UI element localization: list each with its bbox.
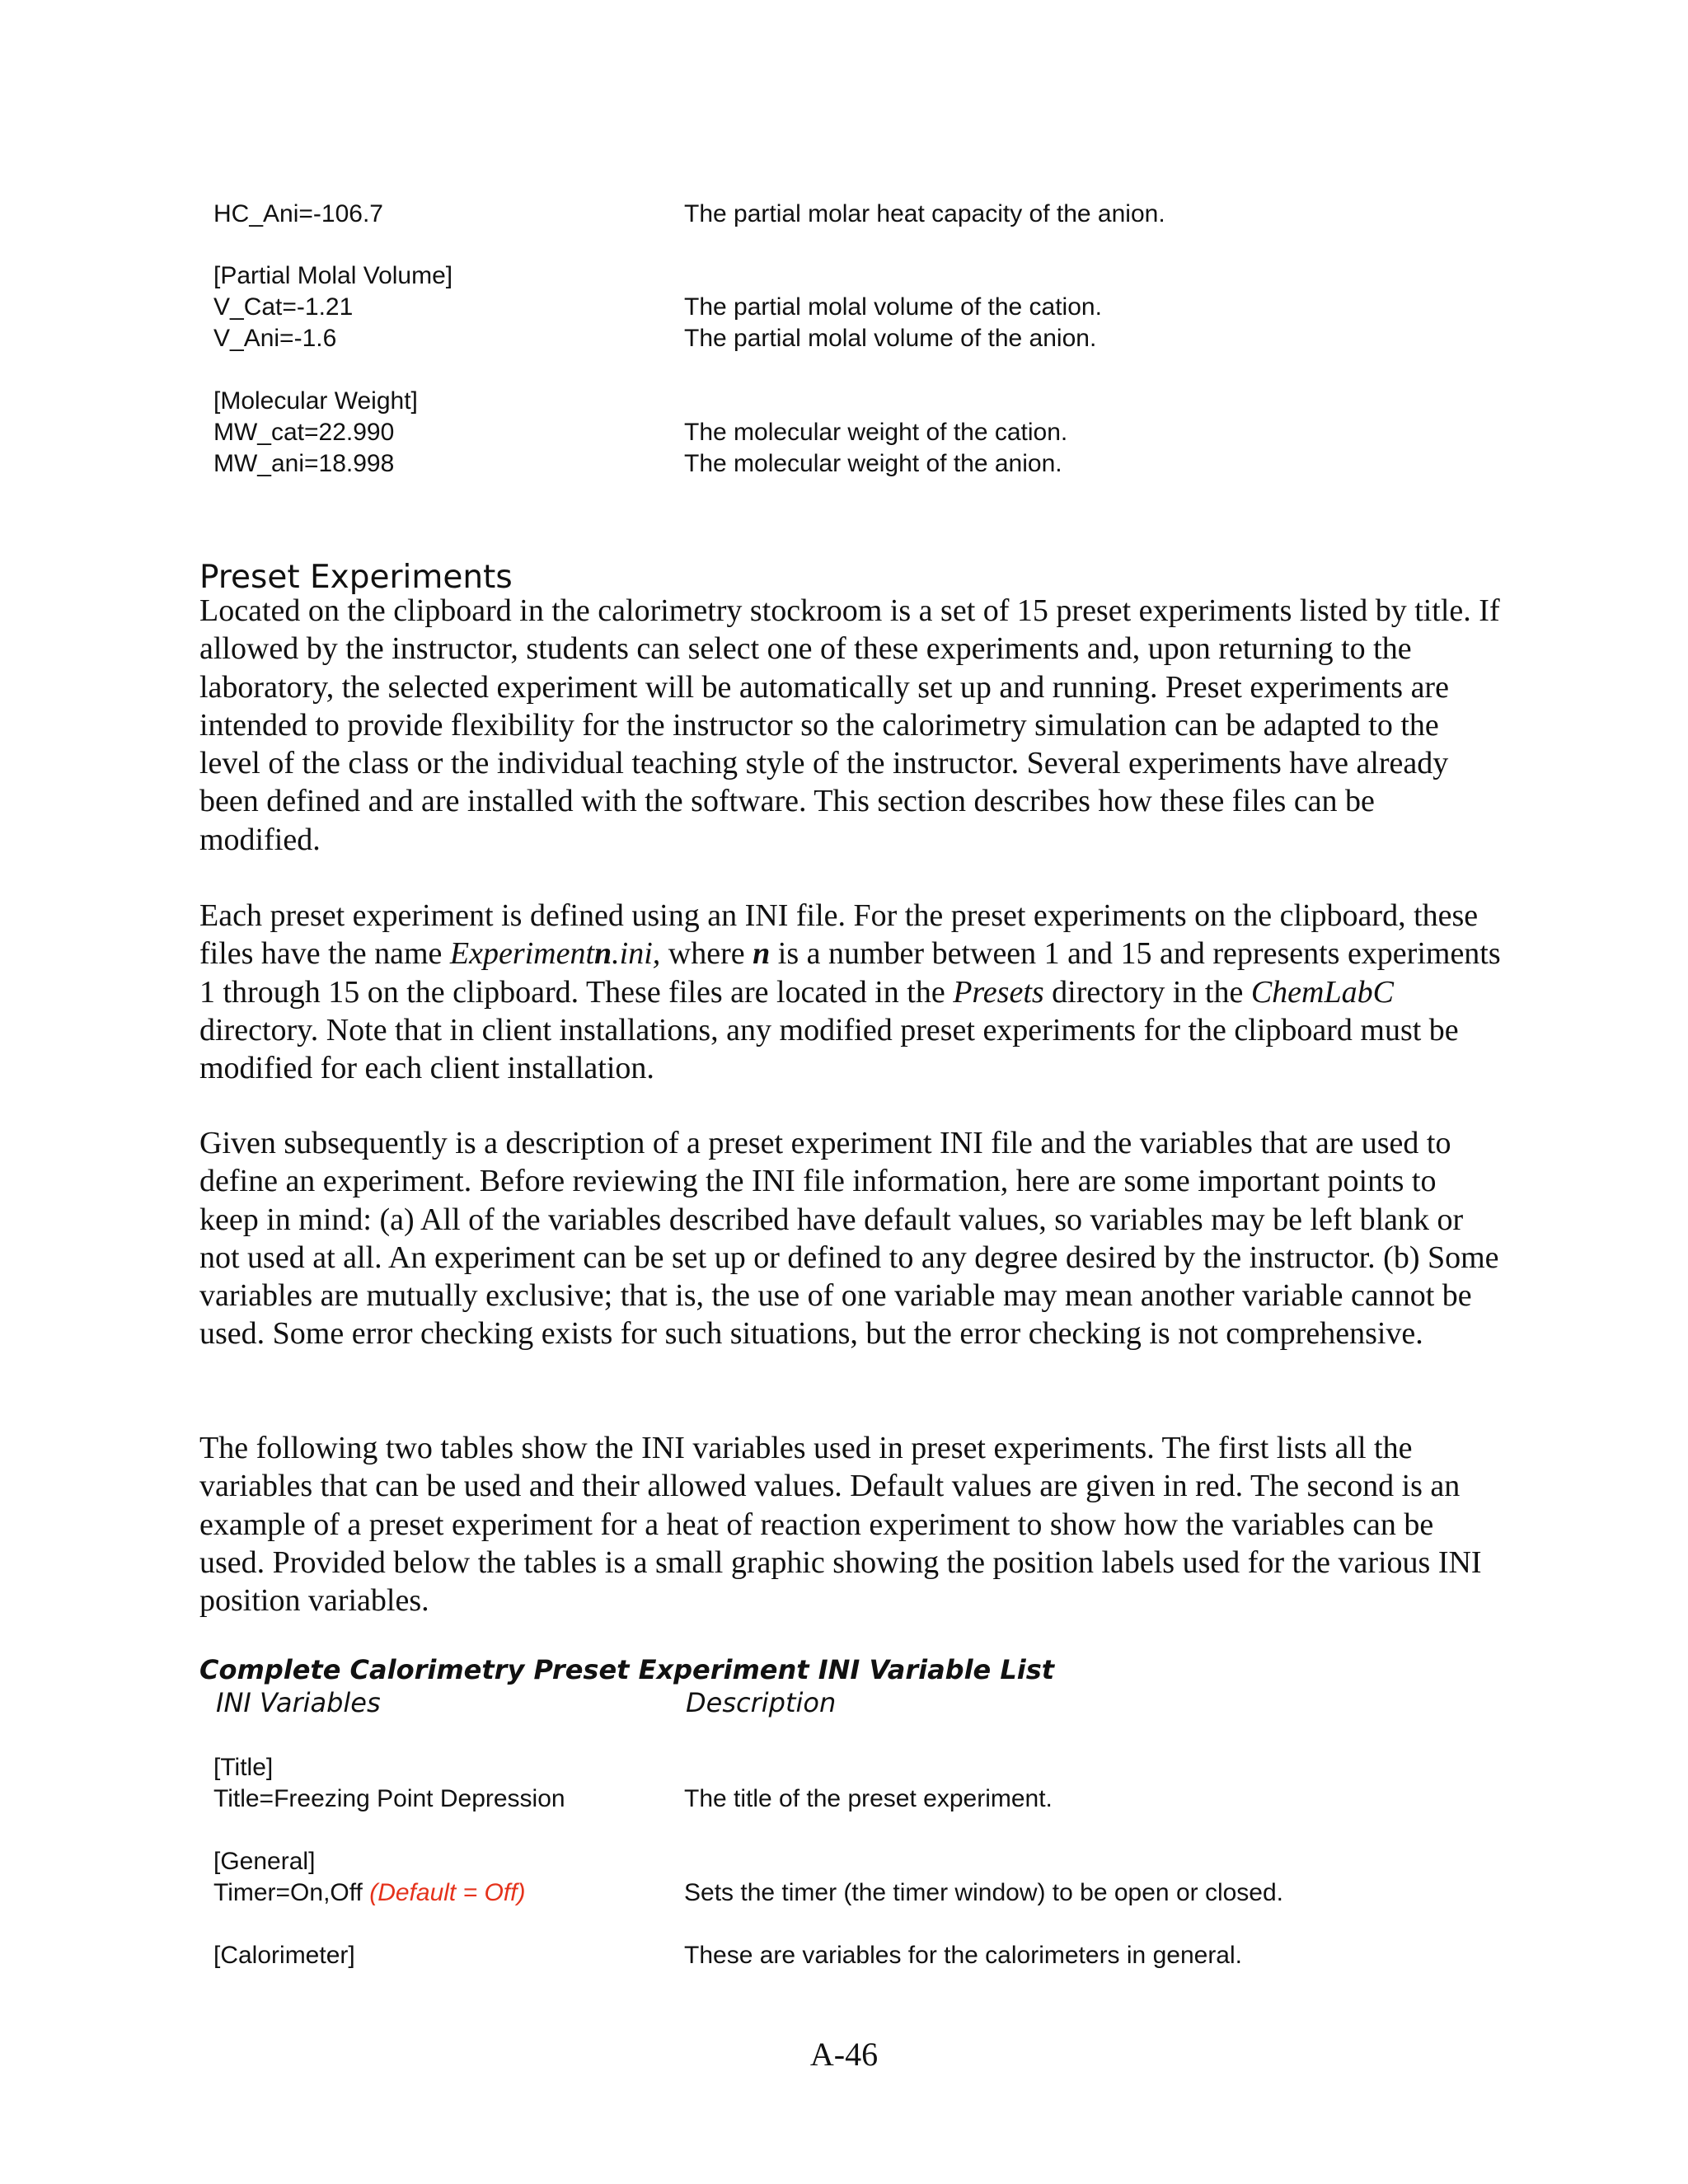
- table-row: [0, 1877, 1688, 1910]
- table-row: [0, 416, 1688, 449]
- default-value: (Default = Off): [369, 1879, 526, 1906]
- section-heading: [Molecular Weight]: [213, 387, 418, 415]
- variable-description: The partial molal volume of the anion.: [684, 325, 1097, 352]
- chemlabc-dir: ChemLabC: [1250, 974, 1394, 1010]
- table-row: [0, 291, 1688, 324]
- variable-n: n: [753, 936, 771, 972]
- table-row: [0, 1939, 1688, 1972]
- ini-variable: Title=Freezing Point Depression: [213, 1785, 565, 1812]
- paragraph-ini-files: Each preset experiment is defined using an INI file. For the preset experiments on the clipboard, these files have the name Experimentn.ini, where n is a number between 1 and 15 and represents experiments 1 through 15 on the clipboard. These files are located in the Presets directory in the ChemLabC directory. Note that in client installations, any modified preset experiments for the clipboard must be modified for each client installation.: [199, 898, 1501, 1086]
- ini-variable: MW_cat=22.990: [213, 419, 395, 446]
- ini-variable: Timer=On,Off (Default = Off): [213, 1879, 526, 1906]
- table-section-heading: [0, 1845, 1688, 1878]
- section-heading: [Title]: [213, 1754, 274, 1781]
- variable-description: These are variables for the calorimeters in general.: [684, 1942, 1242, 1969]
- column-header-description: Description: [686, 1687, 837, 1718]
- ini-variable: MW_ani=18.998: [213, 450, 395, 477]
- table-row: [0, 198, 1688, 231]
- table-section-heading: [0, 1751, 1688, 1784]
- table-row: [0, 322, 1688, 355]
- section-title: Preset Experiments: [199, 559, 513, 596]
- filename-text: Experimentn.ini,: [449, 936, 661, 972]
- variable-description: The partial molal volume of the cation.: [684, 293, 1102, 321]
- table-section-heading: [0, 260, 1688, 293]
- section-heading: [General]: [213, 1848, 316, 1875]
- paragraph-variables: Given subsequently is a description of a preset experiment INI file and the variables that are used to define an experiment. Before reviewing the INI file information, here are some important points to keep in mind: (a) All of the variables described have default values, so variables may be left blank or not used at all. An experiment can be set up or defined to any degree desired by the instructor. (b) Some variables are mutually exclusive; that is, the use of one variable may mean another variable cannot be used. Some error checking exists for such situations, but the error checking is not comprehensive.: [199, 1126, 1499, 1352]
- paragraph-tables: The following two tables show the INI variables used in preset experiments. The first lists all the variables that can be used and their allowed values. Default values are given in red. The second is an example of a preset experiment for a heat of reaction experiment to show how the variables can be used. Provided below the tables is a small graphic showing the position labels used for the various INI position variables.: [199, 1431, 1482, 1619]
- variable-description: Sets the timer (the timer window) to be open or closed.: [684, 1879, 1284, 1906]
- column-header-variables: INI Variables: [216, 1687, 381, 1718]
- table-row: [0, 448, 1688, 480]
- ini-variable: V_Ani=-1.6: [213, 325, 337, 352]
- table-row: [0, 1783, 1688, 1816]
- section-heading: [Partial Molal Volume]: [213, 262, 453, 289]
- variable-description: The title of the preset experiment.: [684, 1785, 1053, 1812]
- variable-description: The molecular weight of the cation.: [684, 419, 1068, 446]
- page-number: A-46: [809, 2036, 879, 2073]
- presets-dir: Presets: [953, 974, 1044, 1010]
- paragraph-intro: Located on the clipboard in the calorimetry stockroom is a set of 15 preset experiments listed by title. If allowed by the instructor, students can select one of these experiments and, upon returning to the laboratory, the selected experiment will be automatically set up and running. Preset experiments are intended to provide flexibility for the instructor so the calorimetry simulation can be adapted to the level of the class or the individual teaching style of the instructor. Several experiments have already been defined and are installed with the software. This section describes how these files can be modified.: [199, 593, 1500, 857]
- variable-description: The molecular weight of the anion.: [684, 450, 1062, 477]
- ini-variable: V_Cat=-1.21: [213, 293, 354, 321]
- ini-variable: HC_Ani=-106.7: [213, 200, 383, 227]
- variable-description: The partial molar heat capacity of the anion.: [684, 200, 1165, 227]
- table-caption: Complete Calorimetry Preset Experiment INI Variable List: [199, 1654, 1055, 1685]
- table-section-heading: [0, 385, 1688, 418]
- section-heading: [Calorimeter]: [213, 1942, 355, 1969]
